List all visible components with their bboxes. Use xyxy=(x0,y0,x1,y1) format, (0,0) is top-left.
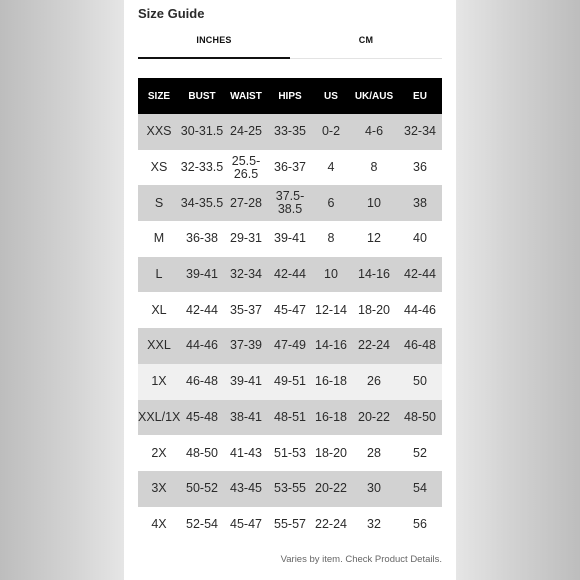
table-header-row xyxy=(138,78,442,114)
tab-inches[interactable]: INCHES xyxy=(138,28,290,58)
cell-hips: 42-44 xyxy=(268,257,312,293)
cell-hips: 53-55 xyxy=(268,471,312,507)
cell-eu: 46-48 xyxy=(398,328,442,364)
header-hips: HIPS xyxy=(268,78,312,114)
cell-eu: 38 xyxy=(398,185,442,221)
cell-bust: 30-31.5 xyxy=(180,114,224,150)
cell-hips: 49-51 xyxy=(268,364,312,400)
cell-us: 0-2 xyxy=(312,114,350,150)
cell-waist: 32-34 xyxy=(224,257,268,293)
cell-bust: 46-48 xyxy=(180,364,224,400)
cell-bust: 34-35.5 xyxy=(180,185,224,221)
cell-eu: 48-50 xyxy=(398,400,442,436)
cell-waist: 37-39 xyxy=(224,328,268,364)
cell-bust: 36-38 xyxy=(186,231,218,246)
cell-size: 2X xyxy=(151,445,167,460)
cell-hips: 39-41 xyxy=(274,231,306,246)
header-uk-aus: UK/AUS xyxy=(350,78,398,114)
cell-size: 1X xyxy=(138,364,180,400)
cell-us: 8 xyxy=(327,231,335,246)
header-size: SIZE xyxy=(138,78,180,114)
cell-uk-aus: 10 xyxy=(350,185,398,221)
background-right xyxy=(455,0,580,580)
cell-uk-aus: 22-24 xyxy=(350,328,398,364)
cell-size: L xyxy=(138,257,180,293)
cell-hips: 48-51 xyxy=(268,400,312,436)
cell-bust: 48-50 xyxy=(186,445,218,460)
table-body xyxy=(138,114,442,542)
table-row xyxy=(138,471,442,507)
cell-uk-aus: 32 xyxy=(367,516,381,531)
cell-size: XS xyxy=(150,160,168,175)
unit-tabs xyxy=(138,28,442,59)
cell-waist: 41-43 xyxy=(230,445,262,460)
cell-uk-aus: 4-6 xyxy=(350,114,398,150)
table-row xyxy=(138,114,442,150)
cell-bust: 32-33.5 xyxy=(180,160,224,175)
table-row xyxy=(138,435,442,471)
table-row xyxy=(138,292,442,328)
cell-hips: 51-53 xyxy=(274,445,306,460)
cell-eu: 42-44 xyxy=(398,257,442,293)
cell-eu: 32-34 xyxy=(398,114,442,150)
header-waist: WAIST xyxy=(224,78,268,114)
cell-waist: 35-37 xyxy=(230,302,262,317)
cell-uk-aus: 28 xyxy=(367,445,381,460)
cell-size: XXL/1X xyxy=(138,400,180,436)
size-guide-panel xyxy=(124,0,456,580)
cell-eu: 54 xyxy=(398,471,442,507)
cell-size: M xyxy=(153,231,165,246)
table-row xyxy=(138,185,442,221)
cell-size: XXL xyxy=(138,328,180,364)
size-table xyxy=(138,78,442,542)
table-row xyxy=(138,400,442,436)
cell-uk-aus: 26 xyxy=(350,364,398,400)
cell-us: 16-18 xyxy=(312,364,350,400)
cell-size: 3X xyxy=(138,471,180,507)
table-row xyxy=(138,328,442,364)
cell-size: 4X xyxy=(151,516,167,531)
cell-eu: 56 xyxy=(413,516,427,531)
table-row xyxy=(138,257,442,293)
cell-uk-aus: 20-22 xyxy=(350,400,398,436)
cell-waist: 38-41 xyxy=(224,400,268,436)
cell-waist: 25.5-26.5 xyxy=(231,153,261,181)
cell-us: 10 xyxy=(312,257,350,293)
cell-us: 18-20 xyxy=(315,445,347,460)
cell-size: XXS xyxy=(138,114,180,150)
cell-waist: 43-45 xyxy=(224,471,268,507)
page-title: Size Guide xyxy=(138,6,205,21)
cell-waist: 45-47 xyxy=(230,516,262,531)
cell-us: 14-16 xyxy=(312,328,350,364)
header-bust: BUST xyxy=(180,78,224,114)
cell-uk-aus: 8 xyxy=(370,160,378,175)
cell-size: S xyxy=(138,185,180,221)
cell-us: 20-22 xyxy=(312,471,350,507)
cell-hips: 37.5-38.5 xyxy=(268,185,312,221)
cell-bust: 52-54 xyxy=(186,516,218,531)
cell-size: XL xyxy=(151,302,167,317)
cell-hips: 55-57 xyxy=(274,516,306,531)
cell-waist: 39-41 xyxy=(224,364,268,400)
cell-bust: 42-44 xyxy=(186,302,218,317)
cell-hips: 36-37 xyxy=(274,160,306,175)
cell-hips: 33-35 xyxy=(268,114,312,150)
cell-bust: 50-52 xyxy=(180,471,224,507)
cell-waist: 29-31 xyxy=(230,231,262,246)
cell-eu: 40 xyxy=(413,231,427,246)
table-row xyxy=(138,221,442,257)
cell-us: 4 xyxy=(327,160,335,175)
size-note: Varies by item. Check Product Details. xyxy=(280,554,442,565)
cell-us: 12-14 xyxy=(315,302,347,317)
cell-bust: 45-48 xyxy=(180,400,224,436)
cell-bust: 44-46 xyxy=(180,328,224,364)
table-row xyxy=(138,507,442,543)
table-row xyxy=(138,364,442,400)
cell-uk-aus: 14-16 xyxy=(350,257,398,293)
cell-hips: 45-47 xyxy=(274,302,306,317)
cell-uk-aus: 18-20 xyxy=(358,302,390,317)
cell-eu: 50 xyxy=(398,364,442,400)
cell-eu: 44-46 xyxy=(404,302,436,317)
cell-eu: 36 xyxy=(413,160,427,175)
cell-bust: 39-41 xyxy=(180,257,224,293)
cell-hips: 47-49 xyxy=(268,328,312,364)
cell-us: 16-18 xyxy=(312,400,350,436)
cell-uk-aus: 30 xyxy=(350,471,398,507)
cell-us: 6 xyxy=(312,185,350,221)
tab-cm[interactable]: CM xyxy=(358,35,374,45)
cell-us: 22-24 xyxy=(315,516,347,531)
background-left xyxy=(0,0,125,580)
header-eu: EU xyxy=(398,78,442,114)
cell-uk-aus: 12 xyxy=(367,231,381,246)
table-row xyxy=(138,150,442,186)
cell-waist: 24-25 xyxy=(224,114,268,150)
header-us: US xyxy=(312,78,350,114)
cell-eu: 52 xyxy=(413,445,427,460)
cell-waist: 27-28 xyxy=(224,185,268,221)
